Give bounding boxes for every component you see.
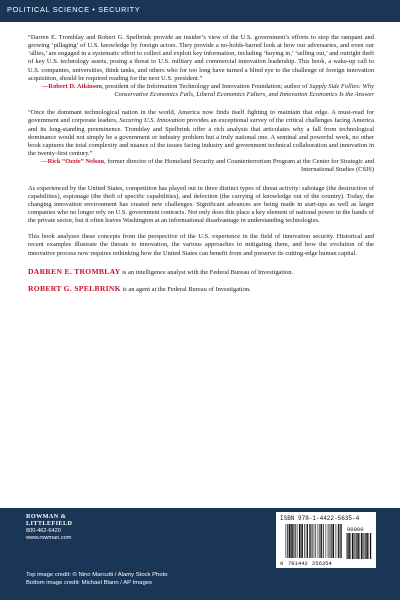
barcode-bar xyxy=(307,524,308,558)
blurb-nelson xyxy=(28,109,374,158)
barcode-bar xyxy=(289,524,290,558)
barcode-bar xyxy=(292,524,293,558)
blurb-quote: “Once the dominant technological nation in the world, America now finds itself fighting to maintain that edge. A must-read for government and corporate leaders, xyxy=(28,109,374,125)
blurb-attribution xyxy=(28,158,374,174)
author-bio-text: is an agent at the Federal Bureau of Investigation. xyxy=(120,285,251,293)
barcode-bar xyxy=(340,524,341,558)
author-bio-text: is an intelligence analyst with the Federal Bureau of Investigation. xyxy=(120,268,294,276)
barcode-bar xyxy=(287,524,288,558)
top-image-credit: Top image credit: © Nino Marcutti / Alamy Stock Photo xyxy=(26,572,168,578)
publisher-phone: 800-462-6420 xyxy=(26,527,61,534)
publisher-name-line1: ROWMAN & xyxy=(26,513,67,520)
blurb-quote: provides an exceptional survey of the critical challenges facing America and its long-standing preeminence. Tromblay and Spelbrink offer a rich analysis that articulates why a fall from technological dominance would not simply be a government or industry problem but a truly national one. A seminal and powerful work, no other book captures the total complexity and nuance of the issues facing industry and government technical collaboration and innovation in the twenty-first century.” xyxy=(28,117,374,158)
barcode-bar xyxy=(315,524,316,558)
publisher-logo xyxy=(26,513,72,542)
barcode-bar xyxy=(323,524,324,558)
cover-text xyxy=(28,34,374,302)
author-name: ROBERT G. SPELBRINK xyxy=(28,283,121,293)
blurb-attribution xyxy=(28,83,374,99)
blurb-author-title: , president of the Information Technology and Innovation Foundation; author of xyxy=(101,82,310,90)
barcode-bar xyxy=(295,524,296,558)
barcode-bar xyxy=(349,533,350,559)
publisher-name-line2: LITTLEFIELD xyxy=(26,520,73,528)
barcode-bar xyxy=(352,533,353,559)
barcode-bar xyxy=(312,524,313,558)
barcode-left-digit: 9 xyxy=(280,560,284,566)
author-bio xyxy=(28,285,374,294)
barcode-bar xyxy=(301,524,302,558)
barcode-bar xyxy=(321,524,322,558)
category-label: POLITICAL SCIENCE • SECURITY xyxy=(7,5,141,14)
barcode-box xyxy=(276,512,376,568)
barcode-bar xyxy=(338,524,339,558)
barcode-bar xyxy=(302,524,303,558)
barcode-price-code: 90000 xyxy=(347,526,364,533)
barcode-bar xyxy=(294,524,295,558)
barcode-bar xyxy=(356,533,357,559)
blurb-quote-book: Securing U.S. Innovation xyxy=(119,117,185,125)
image-credits xyxy=(26,571,168,587)
isbn-number: ISBN 978-1-4422-5635-4 xyxy=(280,515,360,522)
author-name: DARREN E. TROMBLAY xyxy=(28,266,121,276)
barcode-bar xyxy=(370,533,371,559)
author-bio xyxy=(28,268,374,277)
blurb-atkinson xyxy=(28,34,374,83)
blurb-author: —Rick “Ozzie” Nelson xyxy=(41,158,105,166)
blurb-author-title: , former director of the Homeland Security and Counterterrorism Program at the Center for Strategic and International Studies (CSIS) xyxy=(104,158,374,174)
barcode-bar xyxy=(367,533,368,559)
barcode-bar xyxy=(309,524,310,558)
description-paragraph: As experienced by the United States, competition has played out in three distinct types of threat activity: sabotage (the destruction of capabilities), espionage (the theft of specific capabilities), and defection (the carrying of knowledge out of the country). Today, the changing innovation environment has created new challenges. Significant advances are being made in start-ups as well as larger companies who no longer rely on U.S. government contracts. Not only does this place a key element of national power in the hands of the private sector, but it often leaves Washington at an informational disadvantage in understanding technologies. xyxy=(28,184,374,225)
barcode-bar xyxy=(304,524,305,558)
price-bars xyxy=(346,533,371,559)
publisher-url: www.rowman.com xyxy=(26,535,72,542)
barcode-bar xyxy=(361,533,362,559)
category-bar xyxy=(0,0,400,22)
barcode-bar xyxy=(358,533,359,559)
barcode-bar xyxy=(363,533,364,559)
ean-bars xyxy=(285,524,342,558)
barcode-bar xyxy=(290,524,291,558)
barcode-bar xyxy=(333,524,334,558)
barcode-right-group: 256354 xyxy=(312,560,332,566)
blurb-quote: “Darren E. Tromblay and Robert G. Spelbrink provide an insider’s view of the U.S. government’s efforts to stop the rampant and growing ‘pillaging’ of U.S. knowledge by foreign actors. They provide a no-holds-barred look at how our adversaries, and even our ‘allies,’ are engaged in a systematic effort to collect and exploit key information, including ‘buying in,’ ‘selling out,’ and outright theft of key U.S. technology assets, posing a threat to U.S. military and commercial innovation leadership. This book, a wake-up call to U.S. companies, universities, think tanks, and others who for too long have turned a blind eye to the challenge of foreign innovation acquisition, should be required reading for the next U.S. president.” xyxy=(28,34,374,82)
description-paragraph: This book analyzes these concepts from the perspective of the U.S. experience in the field of innovation security. Historical and recent examples illustrate the threats to innovation, the various approaches to mitigating them, and how the evolution of the innovative process now requires rethinking how the United States can benefit from and preserve its cutting-edge human capital. xyxy=(28,233,374,257)
isbn-barcode xyxy=(280,524,372,566)
barcode-bar xyxy=(354,533,355,559)
barcode-bar xyxy=(331,524,332,558)
blurb-author-book: Supply Side Follies: Why Conservative Economics Fails, Liberal Economics Falters, and Innovation Economics Is the Answer xyxy=(114,82,374,99)
barcode-bar xyxy=(330,524,331,558)
blurb-author: —Robert D. Atkinson xyxy=(41,82,102,90)
barcode-bar xyxy=(299,524,300,558)
barcode-left-group: 781442 xyxy=(288,560,308,566)
bottom-image-credit: Bottom image credit: Michael Blann / AP Images xyxy=(26,580,152,587)
barcode-bar xyxy=(365,533,366,559)
barcode-bar xyxy=(347,533,348,559)
